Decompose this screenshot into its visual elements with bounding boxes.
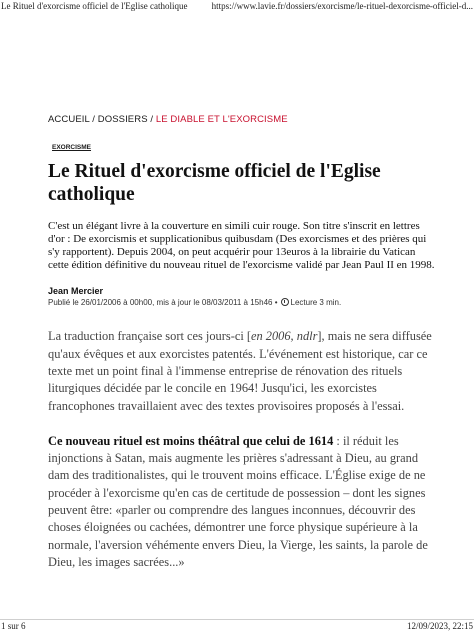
article-lead: C'est un élégant livre à la couverture en simili cuir rouge. Son titre s'inscrit en lettres d'or : De exorcismis et supplicationibus quibusdam (Des exorcismes et des prières qui s'y rapportent). Depuis 2004, on peut acquérir pour 13euros à la librairie du Vatican cette édition définitive du nouveau rituel de l'exorcisme validé par Jean Paul II en 1998. — [48, 220, 435, 272]
breadcrumb-separator: / — [89, 114, 98, 125]
breadcrumb-dossiers-link[interactable]: DOSSIERS — [97, 114, 148, 125]
paragraph-emphasis: en 2006, ndlr — [250, 329, 318, 344]
breadcrumb — [48, 114, 438, 125]
print-datetime: 12/09/2023, 22:15 — [406, 621, 473, 631]
print-page-number: 1 sur 6 — [1, 621, 26, 631]
clock-icon — [281, 298, 289, 306]
breadcrumb-home-link[interactable]: ACCUEIL — [48, 114, 90, 125]
article-meta — [48, 298, 438, 307]
category-tag[interactable]: EXORCISME — [52, 144, 92, 151]
print-header — [0, 0, 474, 12]
article-paragraph-1 — [48, 328, 438, 414]
article-title: Le Rituel d'exorcisme officiel de l'Eglise catholique — [48, 161, 381, 205]
article-paragraph-2 — [48, 433, 438, 571]
paragraph-text: ], mais ne sera diffusée qu'aux évêques et aux exorcistes patentés. L'événement est historique, car ce texte met un point final à l'immense entreprise de rénovation des rituels liturgiques décidée par le concile en 1964! Jusqu'ici, les exorcistes francophones travaillaient avec des textes provisoires proposés à l'essai. — [48, 329, 432, 413]
paragraph-text: : il réduit les injonctions à Satan, mais augmente les prières s'adressant à Dieu, au grand dam des traditionalistes, qui le trouvent moins efficace. L'Église exige de ne procéder à l'exorcisme qu'en cas de certitude de possession – dont les signes peuvent être: «parler ou comprendre des langues inconnues, découvrir des choses éloignées ou cachées, démontrer une force physique supérieure à la normale, l'aversion véhémente envers Dieu, la Vierge, les saints, la parole de Dieu, les images sacrées...» — [48, 433, 428, 569]
article-content — [48, 114, 438, 571]
publish-date: Publié le 26/01/2006 à 00h00, mis à jour le 08/03/2011 à 15h46 • — [48, 298, 278, 308]
print-footer — [0, 620, 474, 632]
reading-time: Lecture 3 min. — [290, 298, 342, 308]
print-header-url: https://www.lavie.fr/dossiers/exorcisme/le-rituel-dexorcisme-officiel-d... — [211, 1, 473, 11]
paragraph-lead-bold: Ce nouveau rituel est moins théâtral que celui de 1614 — [48, 433, 334, 448]
paragraph-text: La traduction française sort ces jours-ci [ — [48, 329, 251, 344]
author-name[interactable]: Jean Mercier — [48, 286, 104, 297]
breadcrumb-separator: / — [147, 114, 156, 125]
breadcrumb-current-link[interactable]: LE DIABLE ET L'EXORCISME — [155, 114, 288, 125]
print-header-title: Le Rituel d'exorcisme officiel de l'Eglise catholique — [1, 1, 188, 11]
